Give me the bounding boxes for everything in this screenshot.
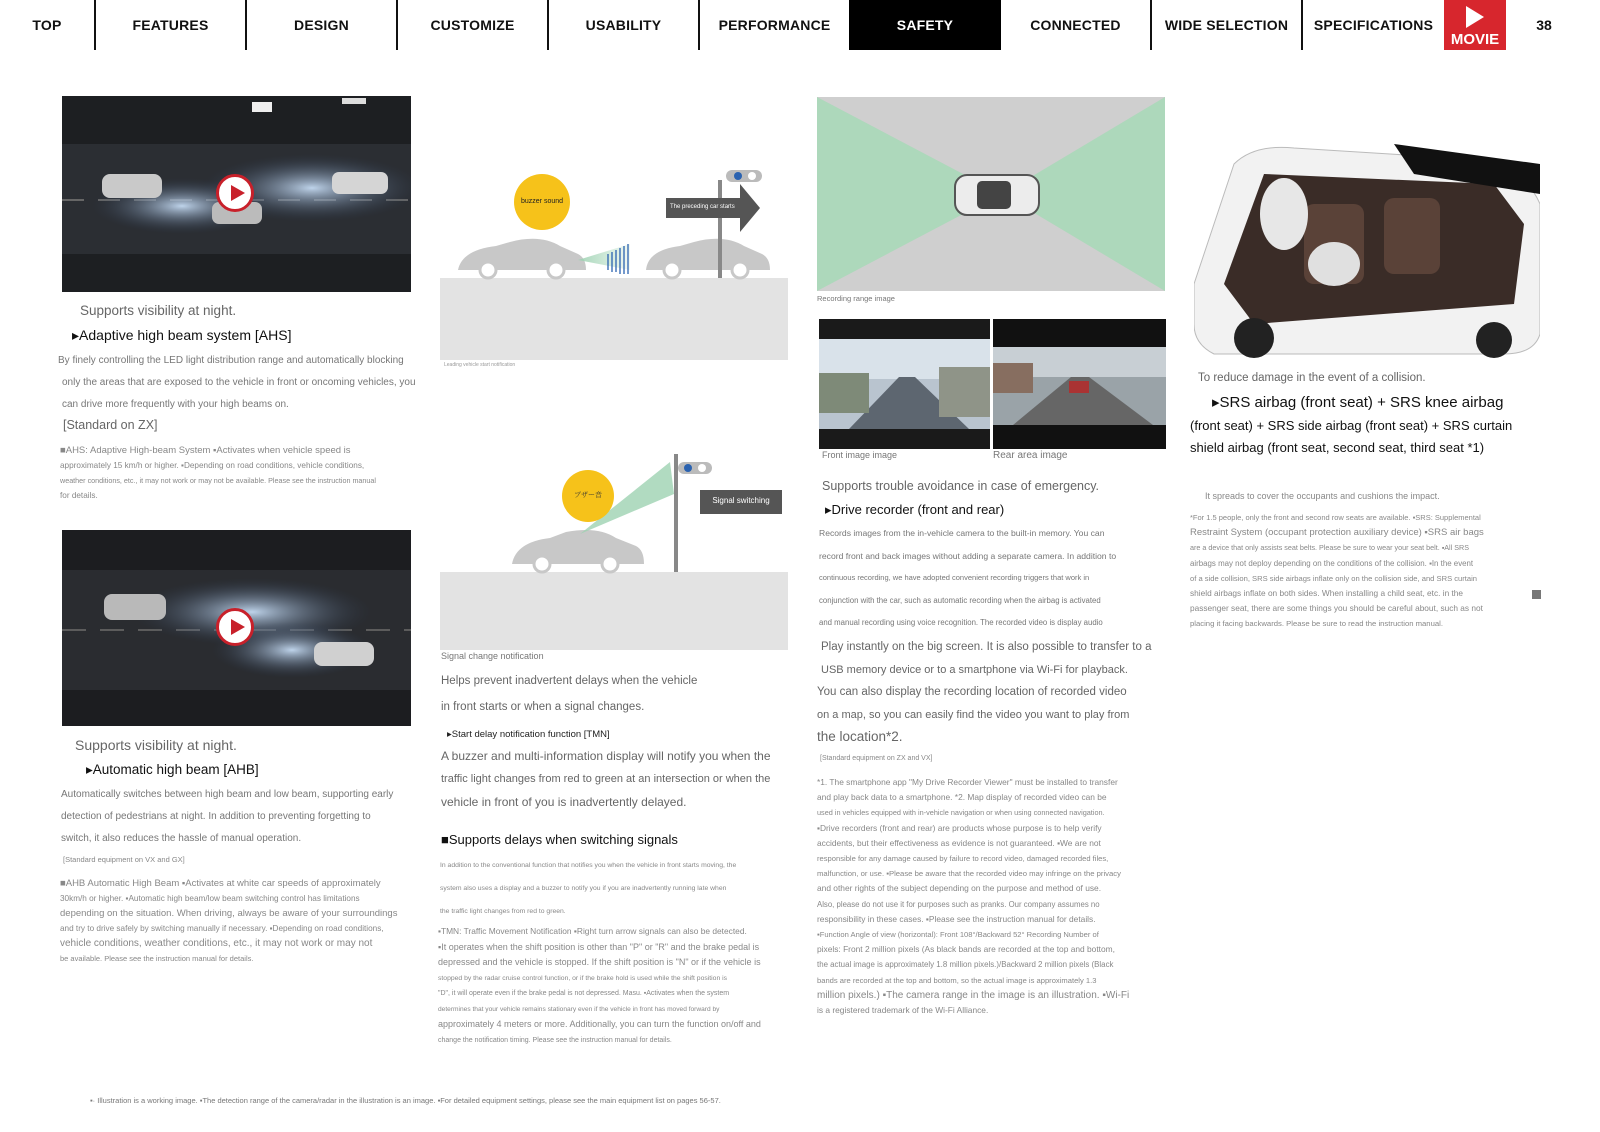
footer-note: ▪· Illustration is a working image. ▪The detection range of the camera/radar in the illustration is an image. ▪For detailed equipment settings, please see the main equipment list on pages 56-57. [90,1096,721,1105]
tab-specifications[interactable]: SPECIFICATIONS [1313,17,1434,33]
tab-design[interactable]: DESIGN [294,17,349,33]
tab-safety[interactable]: SAFETY [849,0,1001,50]
ahs-subtitle: Supports visibility at night. [80,303,237,318]
front-camera-image [819,319,990,449]
recorder-body-2: Play instantly on the big screen. It is also possible to transfer to a USB memory device or to a smartphone via Wi-Fi for playback. You can also display the recording location of recorded video on a map, so you can easily find the video you want to play from the location*2. [817,641,1152,744]
recorder-title: ▸Drive recorder (front and rear) [825,502,1005,517]
ahb-standard: [Standard equipment on VX and GX] [63,855,185,864]
page-number: 38 [1536,17,1552,33]
buzzer-bubble-label: ブザー音 [574,492,602,499]
scroll-marker [1532,590,1541,599]
tab-connected[interactable]: CONNECTED [1030,17,1121,33]
tab-wide-selection[interactable]: WIDE SELECTION [1164,17,1289,33]
tab-features[interactable]: FEATURES [132,17,209,33]
recorder-notes: *1. The smartphone app "My Drive Recorder Viewer" must be installed to transfer and play back data to a smartphone. *2. Map display of recorded video can be used in vehicles equipped with in-vehicle navigation or when using connected navigation. ▪Drive recorders (front and rear) are products whose purpose is to help verify accidents, but their effectiveness as evidence is not guaranteed. ▪We are not responsible for any damage caused by failure to record video, damaged recorded files, malfunction, or use. ▪Please be aware that the recorded video may infringe on the privacy and other rights of the subject depending on the purpose and method of use. Also, please do not use it for purposes such as pranks. Our company assumes no responsibility in these cases. ▪Please see the instruction manual for details. ▪Function Angle of view (horizontal): Front 108°/Backward 52° Recording Number of pixels: Front 2 million pixels (As black bands are recorded at the top and bottom, the actual image is approximately 1.8 million pixels.)/Backward 2 million pixels (Black bands are recorded at the top and bottom, so the actual image is approximately 1.3 million pixels.) ▪The camera range in the image is an illustration. ▪Wi-Fi is a registered trademark of the Wi-Fi Alliance. [817,777,1130,1016]
diagram1-caption: Leading vehicle start notification [444,362,516,368]
rear-camera-image [993,319,1166,449]
ahs-standard: [Standard on ZX] [63,418,158,432]
ahb-subtitle: Supports visibility at night. [75,737,237,753]
ahs-notes: ■AHS: Adaptive High-beam System ▪Activates when vehicle speed is approximately 15 km/h or higher. ▪Depending on road conditions, vehicle conditions, weather conditions, etc., it may not work or may not be available. Please see the instruction manual for details. [60,445,377,500]
airbag-illustration [1194,134,1540,358]
tmn-notes: ▪TMN: Traffic Movement Notification ▪Right turn arrow signals can also be detected. ▪It operates when the shift position is other than "P" or "R" and the brake pedal is depressed and the vehicle is stopped. If the shift position is "N" or if the vehicle is stopped by the radar cruise control function, or if the brake hold is used while the shift position is "D", it will operate even if the brake pedal is not depressed. Masu. ▪Activates when the system determines that your vehicle remains stationary even if the vehicle in front has moved forward by approximately 4 meters or more. Additionally, you can turn the function on/off and change the notification timing. Please see the instruction manual for details. [438,926,761,1044]
diagram2-caption: Signal change notification [441,651,544,661]
recorder-standard: [Standard equipment on ZX and VX] [820,755,933,762]
movie-label: MOVIE [1450,31,1500,48]
airbag-title: ▸SRS airbag (front seat) + SRS knee airbag (front seat) + SRS side airbag (front seat) + SRS curtain shield airbag (front seat, second seat, third seat *1) [1190,394,1513,455]
sign-label: The preceding car starts [670,204,735,210]
caption-recording-range: Recording range image [817,294,895,303]
tmn-intro: Helps prevent inadvertent delays when the vehicle in front starts or when a signal changes. [441,675,698,713]
tab-performance[interactable]: PERFORMANCE [718,17,831,33]
recorder-subtitle: Supports trouble avoidance in case of emergency. [822,479,1100,493]
airbag-subtitle: To reduce damage in the event of a collision. [1198,372,1426,384]
tmn-body: A buzzer and multi-information display will notify you when the traffic light changes from red to green at an intersection or when the vehicle in front of you is inadvertently delayed. [441,749,771,809]
ahb-title: ▸Automatic high beam [AHB] [86,762,259,777]
tab-usability[interactable]: USABILITY [585,17,662,33]
diagram-vehicle-start [440,170,788,360]
play-icon [1466,6,1484,28]
ahb-video-thumbnail[interactable] [62,530,411,726]
tab-customize[interactable]: CUSTOMIZE [430,17,515,33]
ahs-title: ▸Adaptive high beam system [AHS] [72,327,292,343]
recorder-body: Records images from the in-vehicle camera to the built-in memory. You can record front and back images without adding a separate camera. In addition to continuous recording, we have adopted convenient recording triggers that work in conjunction with the car, such as automatic recording when the airbag is activated and manual recording using voice recognition. The recorded video is display audio [819,528,1117,627]
airbag-body: It spreads to cover the occupants and cushions the impact. [1205,491,1440,501]
top-nav [0,0,1600,52]
tab-top[interactable]: TOP [32,17,62,33]
tmn-subbody: In addition to the conventional function that notifies you when the vehicle in front starts moving, the system also uses a display and a buzzer to notify you if you are inadvertently running late when the traffic light changes from red to green. [440,862,737,915]
ahb-notes: ■AHB Automatic High Beam ▪Activates at white car speeds of approximately 30km/h or higher. ▪Automatic high beam/low beam switching control has limitations depending on the situation. When driving, always be aware of your surroundings and try to drive safely by switching manually if necessary. ▪Depending on road conditions, vehicle conditions, weather conditions, etc., it may not work or may not be available. Please see the instruction manual for details. [60,878,398,963]
caption-rear: Rear area image [993,450,1068,461]
airbag-notes: *For 1.5 people, only the front and second row seats are available. ▪SRS: Supplemental Restraint System (occupant protection auxiliary device) ▪SRS air bags are a device that only assists seat belts. Please be sure to wear your seat belt. ▪All SRS airbags may not deploy depending on the conditions of the collision. ▪In the event of a side collision, SRS side airbags inflate only on the collision side, and SRS curtain shield airbags inflate on both sides. When installing a child seat, etc. in the passenger seat, there are some things you should be careful about, such as not placing it facing backwards. Please be sure to read the instruction manual. [1190,513,1484,629]
tmn-subhead: ■Supports delays when switching signals [441,832,678,847]
diagram-signal-change [440,454,788,650]
play-icon[interactable] [216,608,254,646]
caption-front: Front image image [822,450,898,460]
play-icon[interactable] [216,174,254,212]
ahs-video-thumbnail[interactable] [62,96,411,292]
ahb-body: Automatically switches between high beam and low beam, supporting early detection of pedestrians at night. In addition to preventing forgetting to switch, it also reduces the hassle of manual operation. [61,789,394,844]
recording-range-image [817,97,1165,291]
tmn-title: ▸Start delay notification function [TMN] [447,729,610,740]
sign-label: Signal switching [712,496,770,505]
buzzer-bubble-label: buzzer sound [520,198,564,205]
movie-button[interactable] [1444,0,1506,50]
